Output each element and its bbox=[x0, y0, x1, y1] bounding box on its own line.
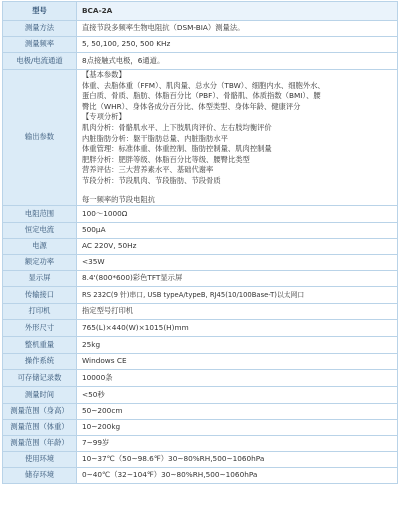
row-label: 测量方法 bbox=[3, 21, 77, 37]
table-row-model bbox=[3, 2, 398, 21]
row-label: 显示屏 bbox=[3, 271, 77, 287]
row-value: 指定型号打印机 bbox=[77, 304, 398, 320]
table-row bbox=[3, 404, 398, 420]
table-row-output bbox=[3, 70, 398, 206]
segment-impedance-note: 每一频率的节段电阻抗 bbox=[82, 194, 155, 204]
basic-params-line: 臀比（WHR）、身体各成分百分比、体型类型、身体年龄、健康评分 bbox=[82, 101, 301, 111]
row-value: 7~99岁 bbox=[77, 436, 398, 452]
table-row bbox=[3, 420, 398, 436]
row-value: 5, 50,100, 250, 500 KHz bbox=[77, 37, 398, 53]
row-value: 8点接触式电极，6通道。 bbox=[77, 53, 398, 70]
output-parameters bbox=[77, 70, 398, 206]
pro-analysis-line: 营养评估：三大营养素水平、基础代谢率 bbox=[82, 165, 214, 175]
table-row bbox=[3, 354, 398, 370]
row-label: 型号 bbox=[3, 2, 77, 21]
row-value: RS 232C(9 针)串口, USB typeA/typeB, RJ45(10/100Base-T)以太网口 bbox=[77, 287, 398, 304]
row-value: BCA-2A bbox=[77, 2, 398, 21]
row-value: 100～1000Ω bbox=[77, 206, 398, 223]
pro-analysis-line: 肥胖分析：肥胖等级、体脂百分比等级、腰臀比类型 bbox=[82, 154, 250, 164]
row-label: 打印机 bbox=[3, 304, 77, 320]
pro-analysis-line: 内脏脂肪分析：躯干脂肪总量、内脏脂肪水平 bbox=[82, 133, 228, 143]
pro-analysis-line: 肌肉分析：骨骼肌水平、上下肢肌肉评价、左右肢均衡评价 bbox=[82, 122, 272, 132]
basic-params-line: 体重、去脂体重（FFM）、肌肉量、总水分（TBW）、细胞内水、细胞外水、 bbox=[82, 80, 325, 90]
table-row bbox=[3, 468, 398, 484]
row-label: 测量频率 bbox=[3, 37, 77, 53]
row-label: 测量时间 bbox=[3, 387, 77, 404]
table-row bbox=[3, 287, 398, 304]
row-value: 25kg bbox=[77, 337, 398, 354]
table-row bbox=[3, 223, 398, 239]
row-label: 外形尺寸 bbox=[3, 320, 77, 337]
row-value: 10~200kg bbox=[77, 420, 398, 436]
table-row bbox=[3, 387, 398, 404]
row-label: 测量范围（体重） bbox=[3, 420, 77, 436]
basic-params-line: 蛋白质、骨质、脂肪、体脂百分比（PBF）、骨骼肌、体质指数（BMI）、腰 bbox=[82, 91, 321, 101]
row-label: 储存环境 bbox=[3, 468, 77, 484]
row-value: 0~40℃（32~104℉）30~80%RH,500~1060hPa bbox=[77, 468, 398, 484]
row-label: 电极/电流通道 bbox=[3, 53, 77, 70]
table-row bbox=[3, 337, 398, 354]
row-value: 直接节段多频率生物电阻抗（DSM-BIA）测量法。 bbox=[77, 21, 398, 37]
row-label: 整机重量 bbox=[3, 337, 77, 354]
row-label: 传输接口 bbox=[3, 287, 77, 304]
row-label: 测量范围（身高） bbox=[3, 404, 77, 420]
row-value: 8.4'(800*600)彩色TFT显示屏 bbox=[77, 271, 398, 287]
row-value: 500μA bbox=[77, 223, 398, 239]
row-label: 测量范围（年龄） bbox=[3, 436, 77, 452]
basic-params-title: 【基本参数】 bbox=[82, 70, 126, 79]
row-value: <50秒 bbox=[77, 387, 398, 404]
row-value: Windows CE bbox=[77, 354, 398, 370]
pro-analysis-line: 体重管理：标准体重、体重控制、脂肪控制量、肌肉控制量 bbox=[82, 144, 272, 154]
row-value: 10000条 bbox=[77, 370, 398, 387]
row-label: 电阻范围 bbox=[3, 206, 77, 223]
row-value: 10~37℃（50~98.6℉）30~80%RH,500~1060hPa bbox=[77, 452, 398, 468]
table-row bbox=[3, 320, 398, 337]
row-label: 额定功率 bbox=[3, 255, 77, 271]
spacer bbox=[82, 187, 392, 195]
table-row bbox=[3, 271, 398, 287]
table-row bbox=[3, 37, 398, 53]
pro-analysis-title: 【专项分析】 bbox=[82, 112, 126, 122]
table-row bbox=[3, 304, 398, 320]
table-row bbox=[3, 452, 398, 468]
row-label: 输出参数 bbox=[3, 70, 77, 206]
row-value: <35W bbox=[77, 255, 398, 271]
row-label: 电源 bbox=[3, 239, 77, 255]
table-row bbox=[3, 21, 398, 37]
table-row bbox=[3, 255, 398, 271]
table-row bbox=[3, 370, 398, 387]
pro-analysis-line: 节段分析：节段肌肉、节段脂肪、节段骨质 bbox=[82, 175, 221, 185]
table-row bbox=[3, 53, 398, 70]
row-label: 使用环境 bbox=[3, 452, 77, 468]
row-value: AC 220V, 50Hz bbox=[77, 239, 398, 255]
row-label: 可存储记录数 bbox=[3, 370, 77, 387]
row-label: 恒定电流 bbox=[3, 223, 77, 239]
spec-table bbox=[2, 1, 398, 484]
row-value: 50~200cm bbox=[77, 404, 398, 420]
row-label: 操作系统 bbox=[3, 354, 77, 370]
table-row bbox=[3, 436, 398, 452]
table-row bbox=[3, 239, 398, 255]
row-value: 765(L)×440(W)×1015(H)mm bbox=[77, 320, 398, 337]
table-row bbox=[3, 206, 398, 223]
